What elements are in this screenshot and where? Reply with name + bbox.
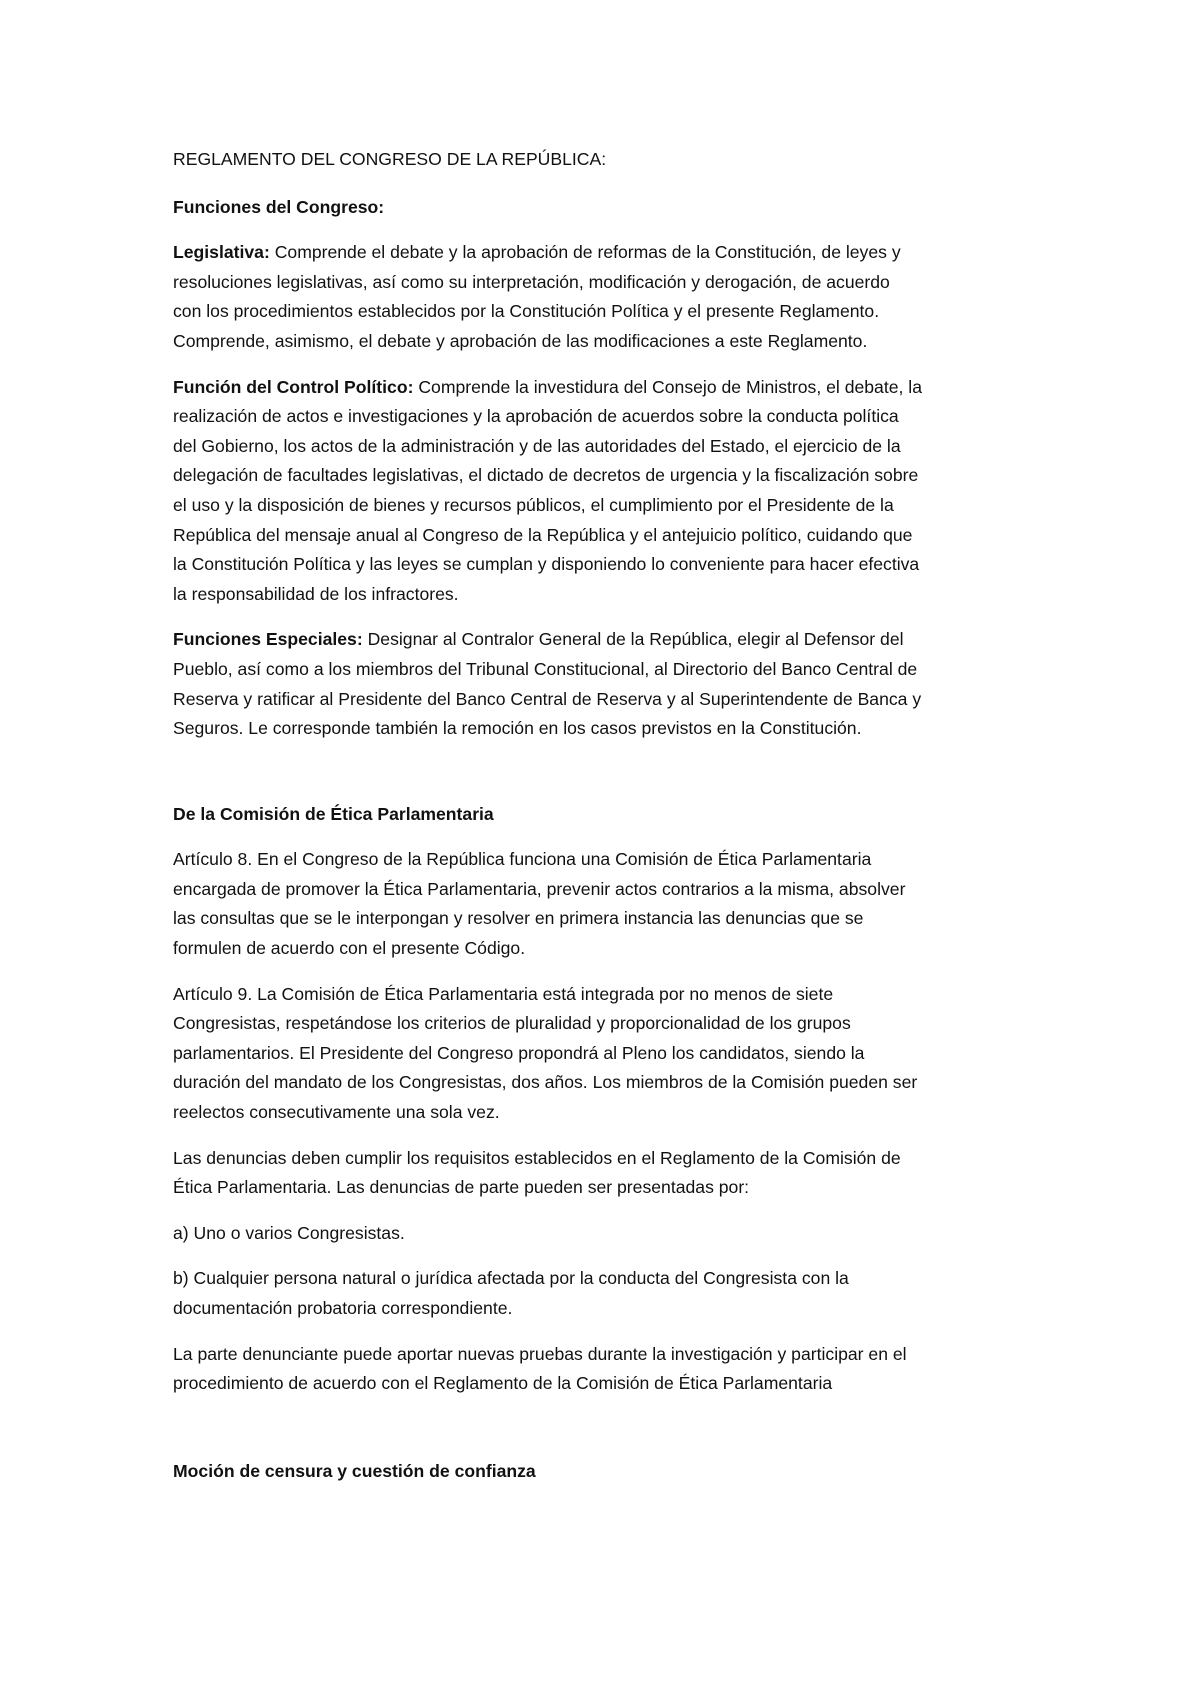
- item-b-line: b) Cualquier persona natural o jurídica afectada por la conducta del Congresista con la: [173, 1268, 849, 1289]
- control-label: Función del Control Político:: [173, 376, 414, 397]
- especiales-line: Designar al Contralor General de la República, elegir al Defensor del: [362, 629, 904, 650]
- legislativa-label: Legislativa:: [173, 242, 270, 263]
- legislativa-line: con los procedimientos establecidos por la Constitución Política y el presente Reglamento.: [173, 301, 880, 322]
- articulo9-line: parlamentarios. El Presidente del Congreso propondrá al Pleno los candidatos, siendo la: [173, 1042, 865, 1063]
- paragraph-funciones-especiales: [173, 625, 1030, 743]
- paragraph-pruebas: [173, 1340, 1030, 1399]
- articulo8-line: Artículo 8. En el Congreso de la República funciona una Comisión de Ética Parlamentaria: [173, 849, 872, 870]
- legislativa-line: resoluciones legislativas, así como su interpretación, modificación y derogación, de acuerdo: [173, 271, 890, 292]
- list-item-a: a) Uno o varios Congresistas.: [173, 1222, 405, 1243]
- especiales-line: Reserva y ratificar al Presidente del Banco Central de Reserva y al Superintendente de Banca y: [173, 688, 922, 709]
- especiales-line: Pueblo, así como a los miembros del Tribunal Constitucional, al Directorio del Banco Central de: [173, 658, 918, 679]
- mocion-heading: Moción de censura y cuestión de confianza: [173, 1460, 536, 1481]
- denuncias-line: Las denuncias deben cumplir los requisitos establecidos en el Reglamento de la Comisión de: [173, 1147, 901, 1168]
- list-item-b: [173, 1264, 1030, 1323]
- articulo9-line: Congresistas, respetándose los criterios de pluralidad y proporcionalidad de los grupos: [173, 1013, 851, 1034]
- section-spacer: [173, 1415, 1030, 1457]
- control-line: del Gobierno, los actos de la administración y de las autoridades del Estado, el ejercicio de la: [173, 435, 901, 456]
- paragraph-control-politico: [173, 373, 1030, 610]
- articulo8-line: encargada de promover la Ética Parlamentaria, prevenir actos contrarios a la misma, absolver: [173, 878, 906, 899]
- document-title: REGLAMENTO DEL CONGRESO DE LA REPÚBLICA:: [173, 149, 607, 169]
- articulo9-line: reelectos consecutivamente una sola vez.: [173, 1102, 500, 1123]
- item-b-line: documentación probatoria correspondiente.: [173, 1298, 513, 1318]
- paragraph-articulo-9: [173, 980, 1030, 1128]
- legislativa-line: Comprende, asimismo, el debate y aprobación de las modificaciones a este Reglamento.: [173, 330, 868, 351]
- control-line: realización de actos e investigaciones y la aprobación de acuerdos sobre la conducta política: [173, 406, 899, 427]
- control-line: Comprende la investidura del Consejo de Ministros, el debate, la: [413, 376, 922, 397]
- denuncias-line: Ética Parlamentaria. Las denuncias de parte pueden ser presentadas por:: [173, 1177, 750, 1198]
- control-line: delegación de facultades legislativas, el dictado de decretos de urgencia y la fiscalización sobre: [173, 465, 919, 486]
- articulo8-line: formulen de acuerdo con el presente Código.: [173, 938, 526, 959]
- control-line: la responsabilidad de los infractores.: [173, 583, 459, 604]
- paragraph-legislativa: [173, 238, 1030, 356]
- funciones-heading: Funciones del Congreso:: [173, 196, 385, 217]
- pruebas-line: La parte denunciante puede aportar nuevas pruebas durante la investigación y participar en el: [173, 1343, 907, 1364]
- especiales-label: Funciones Especiales:: [173, 629, 363, 650]
- especiales-line: Seguros. Le corresponde también la remoción en los casos previstos en la Constitución.: [173, 718, 862, 739]
- articulo8-line: las consultas que se le interpongan y resolver en primera instancia las denuncias que se: [173, 908, 864, 929]
- control-line: la Constitución Política y las leyes se cumplan y disponiendo lo conveniente para hacer efectiva: [173, 554, 920, 575]
- control-line: República del mensaje anual al Congreso de la República y el antejuicio político, cuidando que: [173, 524, 913, 545]
- paragraph-denuncias: [173, 1144, 1030, 1203]
- etica-heading: De la Comisión de Ética Parlamentaria: [173, 803, 494, 824]
- section-spacer: [173, 760, 1030, 800]
- articulo9-line: duración del mandato de los Congresistas, dos años. Los miembros de la Comisión pueden ser: [173, 1072, 918, 1093]
- control-line: el uso y la disposición de bienes y recursos públicos, el cumplimiento por el Presidente de la: [173, 494, 894, 515]
- legislativa-line: Comprende el debate y la aprobación de reformas de la Constitución, de leyes y: [269, 242, 901, 263]
- articulo9-line: Artículo 9. La Comisión de Ética Parlamentaria está integrada por no menos de siete: [173, 983, 834, 1004]
- paragraph-articulo-8: [173, 845, 1030, 963]
- pruebas-line: procedimiento de acuerdo con el Reglamento de la Comisión de Ética Parlamentaria: [173, 1373, 833, 1394]
